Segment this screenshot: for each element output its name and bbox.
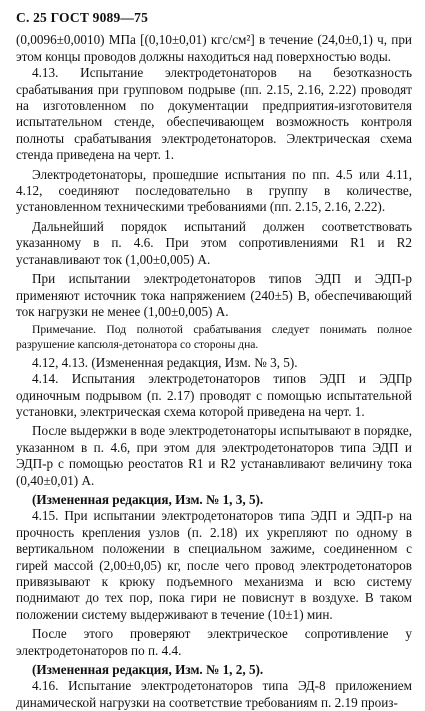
paragraph-resistance-check: После этого проверяют электрическое сопротивление у электродетонаторов по п. 4.4.	[16, 626, 412, 658]
paragraph-4-16: 4.16. Испытание электродетонаторов типа ЭД-8 приложением динамической нагрузки на соответствие требованиям п. 2.19 произ-	[16, 678, 412, 710]
note: Примечание. Под полнотой срабатывания следует понимать полное разрушение капсюля-детонатора со стороны дна.	[16, 323, 412, 351]
document-page	[16, 10, 412, 711]
amendment-4-12-4-13: 4.12, 4.13. (Измененная редакция, Изм. № 3, 5).	[32, 354, 298, 370]
paragraph-continuation: (0,0096±0,0010) МПа [(0,10±0,01) кгс/см²] в течение (24,0±0,1) ч, при этом концы проводов должны находиться над поверхностью воды.	[16, 32, 412, 64]
amendment-1-2-5: (Измененная редакция, Изм. № 1, 2, 5).	[32, 662, 264, 678]
page-header: С. 25 ГОСТ 9089—75	[16, 10, 149, 25]
paragraph-4-13: 4.13. Испытание электродетонаторов на безотказность срабатывания при групповом подрыве (пп. 2.15, 2.16, 2.22) проводят на изготовленном по документации предприятия-изготовителя испытательном стенде, обеспечивающем возможность контроля полноты срабатывания электродетонаторов. Электрическая схема стенда приведена на черт. 1.	[16, 65, 412, 163]
amendment-1-3-5: (Измененная редакция, Изм. № 1, 3, 5).	[32, 491, 264, 507]
paragraph-4-15: 4.15. При испытании электродетонаторов типа ЭДП и ЭДП-р на прочность крепления узлов (п. 2.18) их укрепляют по одному в вертикальном положении в специальном зажиме, соединенном с гирей массой (2,00±0,05) кг, после чего провод электродетонаторов привязывают к крюку подъемного механизма и всю систему поднимают до тех пор, пока гири не повиснут в воздухе. В таком положении систему выдерживают в течение (10±1) мин.	[16, 508, 412, 622]
paragraph-edp-current: При испытании электродетонаторов типов ЭДП и ЭДП-р применяют источник тока напряжением (240±5) В, обеспечивающий ток нагрузки не менее (1,00±0,005) А.	[16, 271, 412, 319]
paragraph-procedure: Дальнейший порядок испытаний должен соответствовать указанному в п. 4.6. При этом сопротивлениями R1 и R2 устанавливают ток (1,00±0,005) А.	[16, 218, 412, 267]
paragraph-assembly: Электродетонаторы, прошедшие испытания по пп. 4.5 или 4.11, 4.12, соединяют последовательно в группу в количестве, установленном техническими требованиями (пп. 2.15, 2.16, 2.22).	[16, 166, 412, 215]
paragraph-after-soak: После выдержки в воде электродетонаторы испытывают в порядке, указанном в п. 4.6, при этом для электродетонаторов типа ЭДП и ЭДП-р с помощью реостатов R1 и R2 устанавливают величину тока (0,40±0,01) А.	[16, 423, 412, 488]
paragraph-4-14: 4.14. Испытания электродетонаторов типов ЭДП и ЭДПр одиночным подрывом (п. 2.17) проводят с помощью испытательной установки, электрическая схема которой приведена на черт. 1.	[16, 371, 412, 419]
